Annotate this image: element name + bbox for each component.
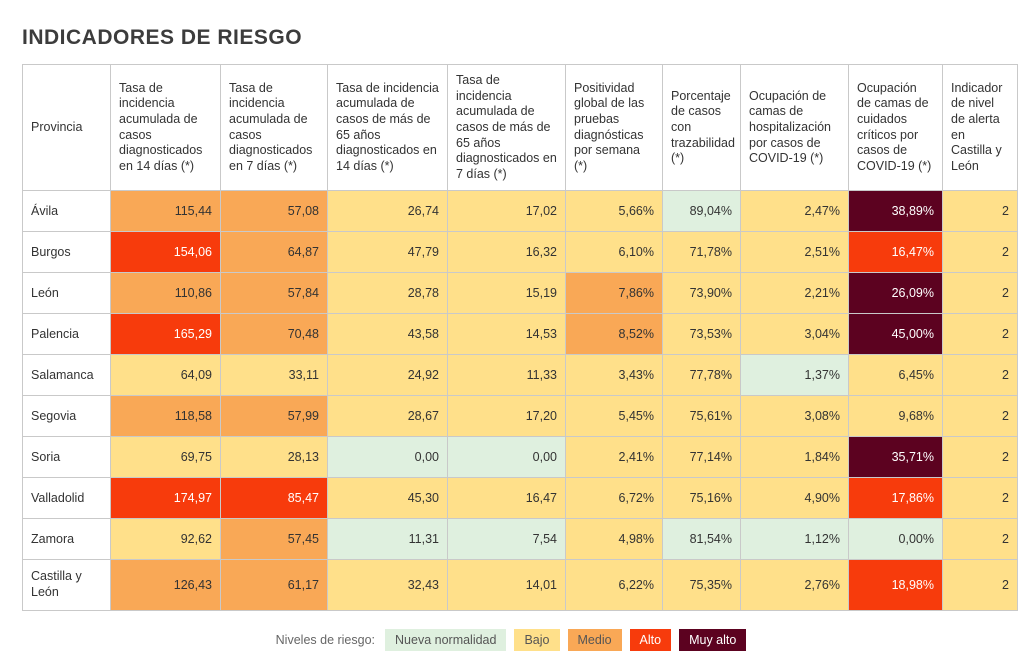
table-cell: 77,78% bbox=[663, 355, 741, 396]
row-province-label: Palencia bbox=[23, 314, 111, 355]
table-cell: 3,08% bbox=[741, 396, 849, 437]
legend-item-nueva-normalidad: Nueva normalidad bbox=[385, 629, 506, 651]
row-province-label: Soria bbox=[23, 437, 111, 478]
table-cell: 2 bbox=[943, 560, 1018, 610]
table-cell: 6,72% bbox=[566, 478, 663, 519]
legend-item-bajo: Bajo bbox=[514, 629, 559, 651]
row-province-label: Burgos bbox=[23, 232, 111, 273]
table-cell: 57,99 bbox=[221, 396, 328, 437]
table-cell: 14,01 bbox=[448, 560, 566, 610]
table-cell: 24,92 bbox=[328, 355, 448, 396]
table-cell: 26,09% bbox=[849, 273, 943, 314]
table-cell: 75,35% bbox=[663, 560, 741, 610]
column-header-nivel-alerta: Indicador de nivel de alerta en Castilla y León bbox=[943, 65, 1018, 191]
table-cell: 174,97 bbox=[111, 478, 221, 519]
table-cell: 17,86% bbox=[849, 478, 943, 519]
table-cell: 6,22% bbox=[566, 560, 663, 610]
table-cell: 2 bbox=[943, 478, 1018, 519]
table-header-row bbox=[23, 65, 1018, 191]
table-cell: 11,31 bbox=[328, 519, 448, 560]
row-province-label: Segovia bbox=[23, 396, 111, 437]
table-cell: 75,61% bbox=[663, 396, 741, 437]
table-cell: 26,74 bbox=[328, 191, 448, 232]
table-cell: 64,87 bbox=[221, 232, 328, 273]
table-row bbox=[23, 191, 1018, 232]
table-row bbox=[23, 314, 1018, 355]
legend-item-alto: Alto bbox=[630, 629, 672, 651]
table-cell: 3,43% bbox=[566, 355, 663, 396]
table-cell: 69,75 bbox=[111, 437, 221, 478]
table-cell: 0,00 bbox=[448, 437, 566, 478]
row-province-label: León bbox=[23, 273, 111, 314]
table-cell: 18,98% bbox=[849, 560, 943, 610]
column-header-ia7-65: Tasa de incidencia acumulada de casos de más de 65 años diagnosticados en 7 días (*) bbox=[448, 65, 566, 191]
table-cell: 15,19 bbox=[448, 273, 566, 314]
table-cell: 6,10% bbox=[566, 232, 663, 273]
column-header-provincia: Provincia bbox=[23, 65, 111, 191]
table-cell: 57,45 bbox=[221, 519, 328, 560]
table-cell: 47,79 bbox=[328, 232, 448, 273]
table-cell: 81,54% bbox=[663, 519, 741, 560]
table-cell: 73,90% bbox=[663, 273, 741, 314]
table-cell: 70,48 bbox=[221, 314, 328, 355]
legend-item-muy-alto: Muy alto bbox=[679, 629, 746, 651]
table-cell: 7,86% bbox=[566, 273, 663, 314]
table-cell: 2,21% bbox=[741, 273, 849, 314]
table-cell: 28,67 bbox=[328, 396, 448, 437]
table-row bbox=[23, 519, 1018, 560]
table-row bbox=[23, 355, 1018, 396]
table-cell: 2 bbox=[943, 396, 1018, 437]
table-cell: 5,66% bbox=[566, 191, 663, 232]
table-cell: 2,41% bbox=[566, 437, 663, 478]
table-cell: 1,37% bbox=[741, 355, 849, 396]
risk-indicators-table bbox=[22, 64, 1018, 611]
column-header-ia14-65: Tasa de incidencia acumulada de casos de más de 65 años diagnosticados en 14 días (*) bbox=[328, 65, 448, 191]
legend-title: Niveles de riesgo: bbox=[275, 632, 376, 647]
table-cell: 45,00% bbox=[849, 314, 943, 355]
page-title: INDICADORES DE RIESGO bbox=[22, 26, 303, 49]
table-cell: 73,53% bbox=[663, 314, 741, 355]
table-body bbox=[23, 191, 1018, 610]
row-province-label: Zamora bbox=[23, 519, 111, 560]
table-cell: 16,47% bbox=[849, 232, 943, 273]
table-cell: 118,58 bbox=[111, 396, 221, 437]
table-cell: 2,51% bbox=[741, 232, 849, 273]
table-cell: 5,45% bbox=[566, 396, 663, 437]
table-cell: 28,78 bbox=[328, 273, 448, 314]
row-province-label: Salamanca bbox=[23, 355, 111, 396]
table-cell: 4,98% bbox=[566, 519, 663, 560]
column-header-ocupacion-criticos: Ocupación de camas de cuidados críticos por casos de COVID-19 (*) bbox=[849, 65, 943, 191]
table-cell: 16,32 bbox=[448, 232, 566, 273]
table-row bbox=[23, 437, 1018, 478]
table-cell: 16,47 bbox=[448, 478, 566, 519]
table-cell: 2 bbox=[943, 191, 1018, 232]
table-cell: 0,00 bbox=[328, 437, 448, 478]
table-cell: 8,52% bbox=[566, 314, 663, 355]
column-header-positividad: Positividad global de las pruebas diagnósticas por semana (*) bbox=[566, 65, 663, 191]
table-cell: 2 bbox=[943, 273, 1018, 314]
table-cell: 77,14% bbox=[663, 437, 741, 478]
row-province-label: Castilla y León bbox=[23, 560, 111, 610]
table-cell: 92,62 bbox=[111, 519, 221, 560]
table-cell: 45,30 bbox=[328, 478, 448, 519]
table-row bbox=[23, 560, 1018, 610]
table-row bbox=[23, 396, 1018, 437]
legend-item-medio: Medio bbox=[568, 629, 622, 651]
table-cell: 89,04% bbox=[663, 191, 741, 232]
row-province-label: Ávila bbox=[23, 191, 111, 232]
table-cell: 17,02 bbox=[448, 191, 566, 232]
table-cell: 75,16% bbox=[663, 478, 741, 519]
table-row bbox=[23, 273, 1018, 314]
table-cell: 165,29 bbox=[111, 314, 221, 355]
table-cell: 154,06 bbox=[111, 232, 221, 273]
table-cell: 2 bbox=[943, 437, 1018, 478]
table-cell: 0,00% bbox=[849, 519, 943, 560]
table-cell: 126,43 bbox=[111, 560, 221, 610]
table-cell: 6,45% bbox=[849, 355, 943, 396]
table-cell: 1,12% bbox=[741, 519, 849, 560]
table-cell: 57,08 bbox=[221, 191, 328, 232]
table-cell: 9,68% bbox=[849, 396, 943, 437]
table-cell: 85,47 bbox=[221, 478, 328, 519]
table-cell: 71,78% bbox=[663, 232, 741, 273]
table-cell: 1,84% bbox=[741, 437, 849, 478]
table-cell: 2 bbox=[943, 355, 1018, 396]
table-cell: 38,89% bbox=[849, 191, 943, 232]
risk-indicators-table-container bbox=[0, 50, 1024, 651]
table-cell: 35,71% bbox=[849, 437, 943, 478]
table-cell: 110,86 bbox=[111, 273, 221, 314]
table-cell: 3,04% bbox=[741, 314, 849, 355]
table-cell: 115,44 bbox=[111, 191, 221, 232]
table-cell: 57,84 bbox=[221, 273, 328, 314]
table-cell: 2,76% bbox=[741, 560, 849, 610]
table-cell: 64,09 bbox=[111, 355, 221, 396]
table-cell: 4,90% bbox=[741, 478, 849, 519]
row-province-label: Valladolid bbox=[23, 478, 111, 519]
column-header-ia7: Tasa de incidencia acumulada de casos diagnosticados en 7 días (*) bbox=[221, 65, 328, 191]
table-cell: 2 bbox=[943, 519, 1018, 560]
legend bbox=[22, 629, 1002, 651]
table-cell: 11,33 bbox=[448, 355, 566, 396]
table-cell: 33,11 bbox=[221, 355, 328, 396]
table-cell: 2 bbox=[943, 232, 1018, 273]
table-cell: 2 bbox=[943, 314, 1018, 355]
table-cell: 28,13 bbox=[221, 437, 328, 478]
table-cell: 61,17 bbox=[221, 560, 328, 610]
table-row bbox=[23, 478, 1018, 519]
table-header bbox=[23, 65, 1018, 191]
table-cell: 32,43 bbox=[328, 560, 448, 610]
column-header-ia14: Tasa de incidencia acumulada de casos diagnosticados en 14 días (*) bbox=[111, 65, 221, 191]
table-cell: 7,54 bbox=[448, 519, 566, 560]
column-header-ocupacion-hospitalizacion: Ocupación de camas de hospitalización por casos de COVID-19 (*) bbox=[741, 65, 849, 191]
table-cell: 14,53 bbox=[448, 314, 566, 355]
table-cell: 43,58 bbox=[328, 314, 448, 355]
table-cell: 2,47% bbox=[741, 191, 849, 232]
table-row bbox=[23, 232, 1018, 273]
column-header-trazabilidad: Porcentaje de casos con trazabilidad (*) bbox=[663, 65, 741, 191]
table-cell: 17,20 bbox=[448, 396, 566, 437]
